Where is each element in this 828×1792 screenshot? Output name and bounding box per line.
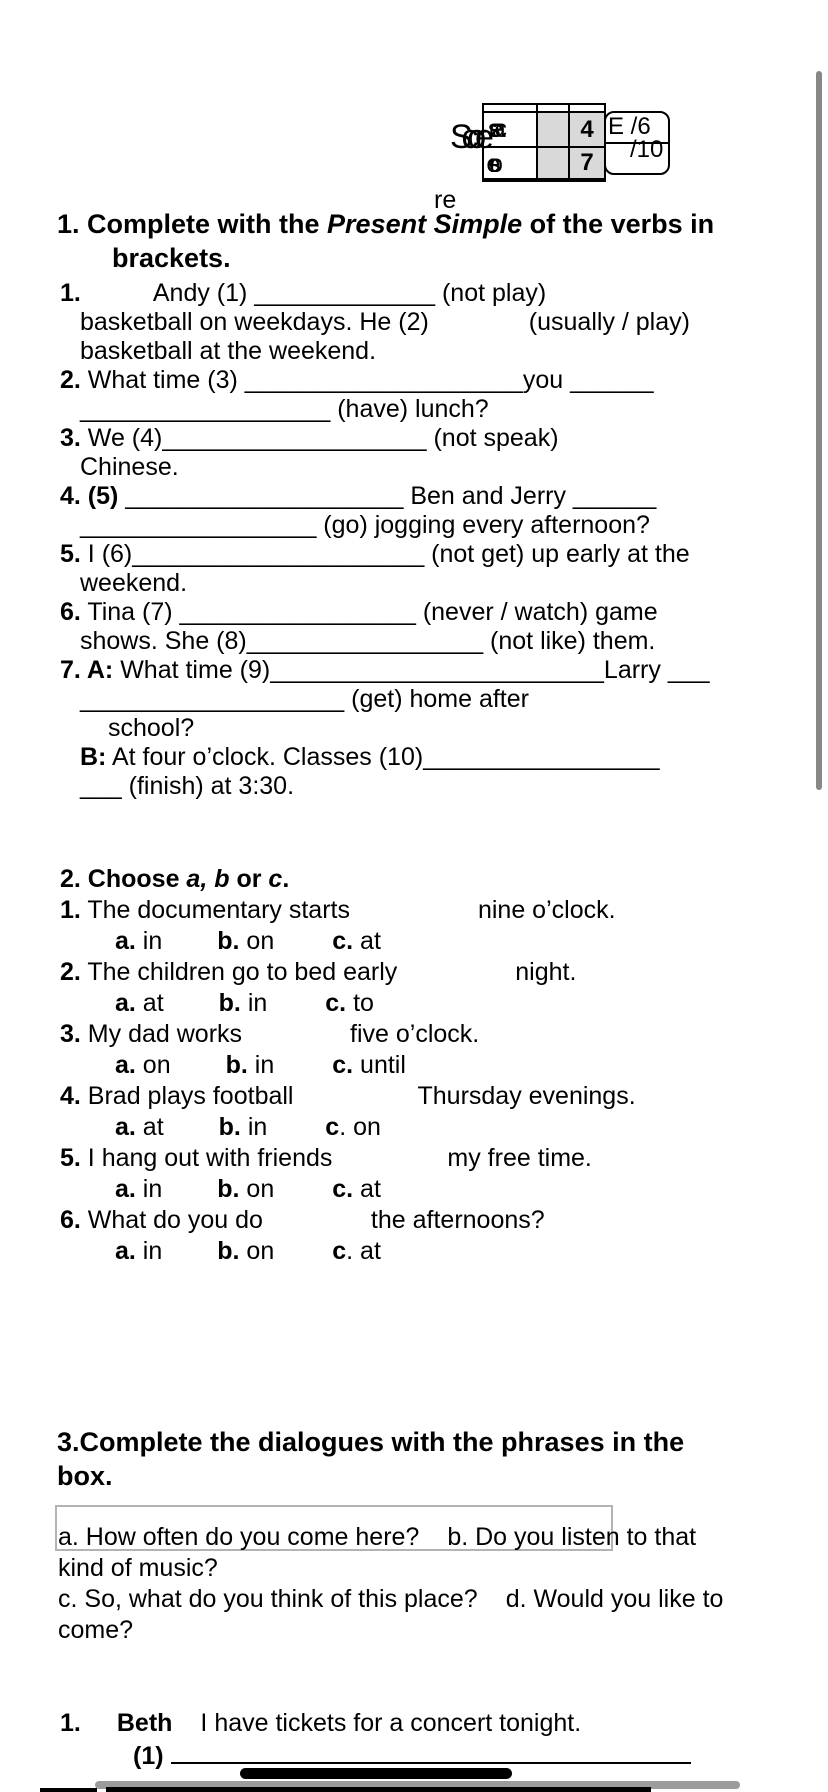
text-segment: in: [135, 1237, 163, 1265]
text-line: [60, 657, 710, 686]
text-line: [58, 1586, 723, 1617]
score-table-empty-cell: [538, 148, 570, 180]
text-segment: a.: [115, 1051, 136, 1079]
text-segment: My dad works: [80, 1020, 243, 1048]
text-segment: weekend.: [80, 569, 188, 597]
text-segment: . on: [339, 1113, 381, 1141]
text-segment: a, b: [186, 865, 230, 893]
text-segment: 1.: [60, 1709, 81, 1737]
text-segment: b.: [217, 1237, 240, 1265]
text-line: [60, 396, 710, 425]
text-segment: b.: [217, 1175, 240, 1203]
text-segment: (1): [133, 1742, 171, 1770]
text-segment: a.: [115, 1175, 136, 1203]
text-line: [60, 599, 710, 628]
text-segment: 3.: [60, 1020, 81, 1048]
text-line: [60, 1238, 636, 1269]
text-segment: c.: [332, 1051, 354, 1079]
text-segment: brackets.: [112, 243, 231, 273]
text-segment: _________________ (go) jogging every afternoon?: [80, 511, 650, 539]
text-line: [60, 454, 710, 483]
text-segment: c.: [332, 927, 354, 955]
text-line: [60, 425, 710, 454]
text-segment: box.: [57, 1461, 113, 1491]
text-line: [60, 367, 710, 396]
text-segment: night.: [515, 958, 577, 986]
text-segment: in: [135, 1175, 163, 1203]
text-line: [60, 628, 710, 657]
text-segment: . at: [346, 1237, 381, 1265]
text-segment: c.: [332, 1175, 354, 1203]
score-word-overlap: Score: [450, 118, 483, 156]
score-table-strip-cell: [484, 105, 538, 113]
text-segment: 1.: [60, 279, 81, 307]
text-segment: a.: [115, 989, 136, 1017]
vertical-scrollbar-thumb[interactable]: [816, 71, 822, 790]
text-line: [60, 928, 636, 959]
text-line: [60, 541, 710, 570]
text-line: [60, 990, 636, 1021]
text-segment: nine o’clock.: [477, 896, 616, 924]
bottom-rule-segment: [40, 1788, 97, 1792]
section3-phrases: [58, 1524, 723, 1648]
text-segment: to: [346, 989, 374, 1017]
text-segment: in: [135, 927, 163, 955]
text-segment: Present Simple: [327, 209, 523, 239]
section1-title: [57, 210, 714, 278]
text-segment: d. Would you like to: [505, 1585, 724, 1613]
text-segment: a.: [115, 927, 136, 955]
text-line: [60, 309, 710, 338]
text-line: [60, 338, 710, 367]
text-segment: What time (3) ____________________you ______: [80, 366, 654, 394]
text-segment: Brad plays football: [80, 1082, 294, 1110]
text-segment: Andy (1) _____________ (not play): [152, 279, 547, 307]
text-segment: What do you do: [80, 1206, 263, 1234]
text-segment: Thursday evenings.: [417, 1082, 636, 1110]
score-value-row2: 7: [570, 148, 604, 180]
text-segment: 4.: [60, 1082, 81, 1110]
text-segment: 4. (5): [60, 482, 119, 510]
section1-exercises: [60, 280, 710, 802]
text-segment: We (4)___________________ (not speak): [80, 424, 559, 452]
text-segment: I (6)_____________________ (not get) up early at the: [80, 540, 690, 568]
text-line: [60, 1021, 636, 1052]
text-segment: 1. Complete with the: [57, 209, 328, 239]
text-segment: b.: [218, 989, 241, 1017]
text-segment: 2. Choose: [60, 865, 187, 893]
text-segment: at: [353, 1175, 381, 1203]
text-segment: What time (9)________________________Larry ___: [113, 656, 710, 684]
text-line: [60, 1710, 691, 1742]
text-segment: The children go to bed early: [80, 958, 398, 986]
text-line: [60, 686, 710, 715]
text-segment: (usually / play): [528, 308, 690, 336]
text-line: [57, 210, 714, 244]
text-segment: 2.: [60, 366, 81, 394]
text-line: [60, 1145, 636, 1176]
score-table-label-cell: [484, 148, 538, 180]
text-segment: of the verbs in: [522, 209, 715, 239]
text-line: [60, 483, 710, 512]
text-line: [60, 773, 710, 802]
dialogue-block: [60, 1710, 691, 1774]
text-segment: 2.: [60, 958, 81, 986]
text-segment: at: [135, 1113, 164, 1141]
text-segment: 6.: [60, 598, 81, 626]
text-segment: 5.: [60, 1144, 81, 1172]
text-segment: my free time.: [447, 1144, 592, 1172]
text-segment: in: [240, 1113, 268, 1141]
text-segment: 5.: [60, 540, 81, 568]
stray-letters: re: [434, 186, 457, 214]
garbled-text: seac: [488, 115, 496, 143]
score-table-strip-cell: [570, 105, 604, 113]
bottom-rule-segment: [106, 1787, 651, 1792]
text-line: [60, 715, 710, 744]
text-segment: ____________________ Ben and Jerry ______: [118, 482, 657, 510]
text-line: [57, 1462, 684, 1496]
text-segment: c: [268, 865, 283, 893]
text-line: [58, 1617, 723, 1648]
text-line: [60, 280, 710, 309]
section2-exercises: [60, 866, 636, 1269]
text-line: [60, 866, 636, 897]
text-segment: ___________________ (get) home after: [80, 685, 529, 713]
text-segment: Beth: [116, 1709, 173, 1737]
text-segment: in: [240, 989, 268, 1017]
text-line: [60, 512, 710, 541]
text-segment: I have tickets for a concert tonight.: [200, 1709, 582, 1737]
text-segment: on: [239, 927, 275, 955]
text-segment: 1.: [60, 896, 81, 924]
text-line: [60, 897, 636, 928]
text-segment: c: [332, 1237, 347, 1265]
section3-title: [57, 1428, 684, 1496]
text-segment: or: [229, 865, 269, 893]
text-segment: shows. She (8)_________________ (not like) them.: [80, 627, 656, 655]
text-segment: at: [135, 989, 164, 1017]
text-segment: come?: [58, 1616, 134, 1644]
text-segment: I hang out with friends: [80, 1144, 333, 1172]
text-segment: __________________ (have) lunch?: [80, 395, 489, 423]
text-segment: a.: [115, 1237, 136, 1265]
answer-line: [171, 1742, 691, 1764]
text-segment: basketball at the weekend.: [80, 337, 377, 365]
text-segment: b. Do you listen to that: [447, 1523, 697, 1551]
text-segment: the afternoons?: [370, 1206, 545, 1234]
text-segment: at: [353, 927, 381, 955]
text-line: [60, 959, 636, 990]
home-indicator[interactable]: [240, 1768, 512, 1779]
text-segment: B:: [80, 743, 107, 771]
score-table-strip-cell: [538, 105, 570, 113]
text-segment: in: [247, 1051, 275, 1079]
text-line: [57, 244, 714, 278]
score-badge-box: [604, 111, 670, 175]
text-segment: a.: [115, 1113, 136, 1141]
score-table: [482, 103, 606, 182]
text-line: [58, 1524, 723, 1555]
text-segment: a. How often do you come here?: [58, 1523, 420, 1551]
text-line: [60, 1114, 636, 1145]
text-segment: 6.: [60, 1206, 81, 1234]
text-segment: 3.Complete the dialogues with the phrases in the: [57, 1427, 685, 1457]
text-segment: c.: [325, 989, 347, 1017]
text-segment: on: [239, 1175, 275, 1203]
text-segment: b.: [218, 1113, 241, 1141]
text-segment: c: [325, 1113, 340, 1141]
text-segment: five o’clock.: [350, 1020, 480, 1048]
text-segment: Tina (7) _________________ (never / watch) game: [80, 598, 658, 626]
text-segment: school?: [108, 714, 195, 742]
text-segment: The documentary starts: [80, 896, 350, 924]
text-line: [60, 1207, 636, 1238]
text-segment: 7. A:: [60, 656, 114, 684]
text-line: [60, 1052, 636, 1083]
text-segment: on: [135, 1051, 171, 1079]
text-line: [60, 1176, 636, 1207]
text-line: [60, 1083, 636, 1114]
score-badge-row2: /10: [630, 136, 664, 163]
score-value-row1: 4: [570, 113, 604, 148]
text-segment: c. So, what do you think of this place?: [58, 1585, 478, 1613]
text-segment: b.: [225, 1051, 248, 1079]
garbled-text: sreo: [488, 150, 492, 178]
text-line: [57, 1428, 684, 1462]
text-segment: At four o’clock. Classes (10)_________________: [106, 743, 660, 771]
score-table-empty-cell: [538, 113, 570, 148]
text-segment: Chinese.: [80, 453, 179, 481]
text-segment: on: [239, 1237, 275, 1265]
text-segment: until: [353, 1051, 406, 1079]
text-line: [60, 570, 710, 599]
score-table-label-cell: [484, 113, 538, 148]
text-segment: .: [282, 865, 290, 893]
text-segment: ___ (finish) at 3:30.: [80, 772, 295, 800]
score-badge-row1: E /6: [606, 113, 668, 144]
text-segment: 3.: [60, 424, 81, 452]
text-segment: b.: [217, 927, 240, 955]
text-segment: basketball on weekdays. He (2): [80, 308, 429, 336]
text-segment: kind of music?: [58, 1554, 218, 1582]
text-line: [58, 1555, 723, 1586]
text-line: [60, 744, 710, 773]
